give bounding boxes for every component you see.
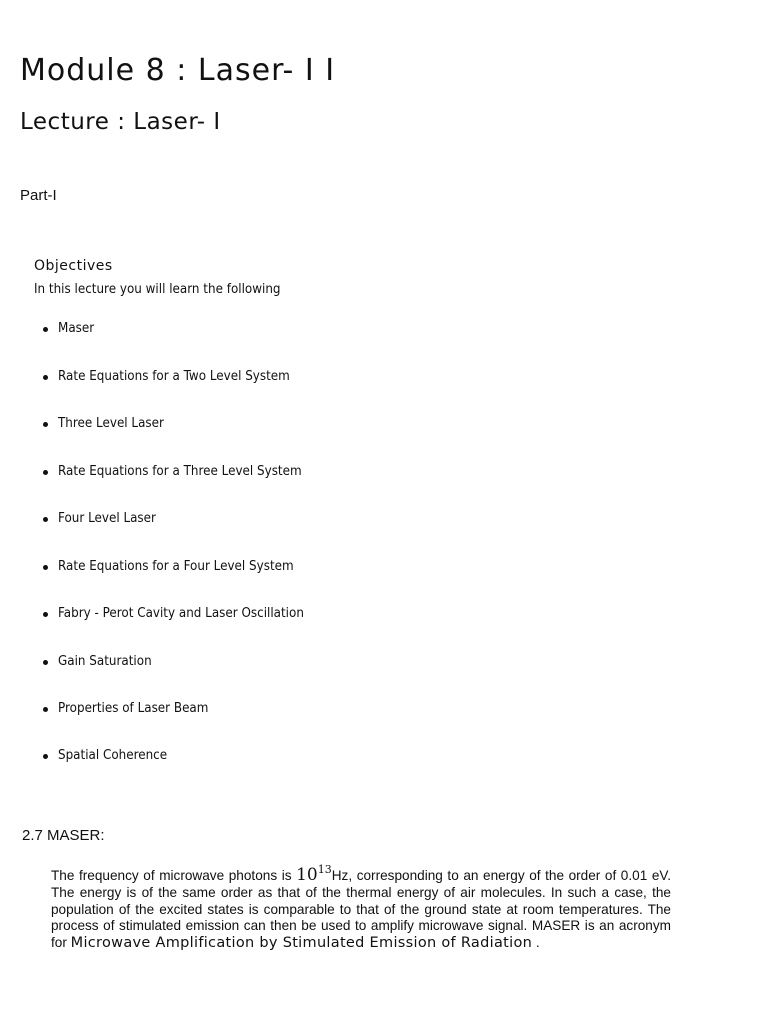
- objective-text: Gain Saturation: [58, 654, 152, 669]
- frequency-exponent: 13: [317, 863, 332, 876]
- list-item: [43, 462, 463, 482]
- lecture-title: Lecture : Laser- I: [20, 109, 221, 135]
- objective-text: Maser: [58, 321, 95, 336]
- bullet-icon: [43, 375, 48, 380]
- objective-text: Three Level Laser: [58, 416, 164, 431]
- bullet-icon: [43, 517, 48, 522]
- paragraph-body: Hz, corresponding to an energy of the order of 0.01 eV. The energy is of the same order as that of the thermal energy of air molecules. In such a case, the population of the excited states is comparable to that of the ground state at room temperatures. The process of stimulated emission can then be used to amplify microwave signal. MASER is an acronym for: [51, 868, 671, 951]
- list-item: [43, 367, 463, 387]
- list-item: [43, 557, 463, 577]
- bullet-icon: [43, 707, 48, 712]
- objective-text: Spatial Coherence: [58, 748, 168, 763]
- list-item: [43, 699, 463, 719]
- bullet-icon: [43, 754, 48, 759]
- acronym-expansion: Microwave Amplification by Stimulated Emission of Radiation: [70, 935, 533, 952]
- objective-text: Rate Equations for a Four Level System: [58, 559, 294, 574]
- list-item: [43, 319, 463, 339]
- list-item: [43, 652, 463, 672]
- objective-text: Rate Equations for a Two Level System: [58, 369, 290, 384]
- bullet-icon: [43, 470, 48, 475]
- bullet-icon: [43, 660, 48, 665]
- list-item: [43, 509, 463, 529]
- maser-paragraph: [51, 862, 671, 952]
- objective-text: Four Level Laser: [58, 511, 156, 526]
- module-title: Module 8 : Laser- I I: [20, 53, 336, 88]
- part-label: Part-I: [20, 187, 57, 204]
- bullet-icon: [43, 612, 48, 617]
- objective-text: Rate Equations for a Three Level System: [58, 464, 302, 479]
- list-item: [43, 746, 463, 766]
- paragraph-ending: .: [532, 935, 540, 951]
- bullet-icon: [43, 327, 48, 332]
- frequency-base: 10: [296, 865, 318, 885]
- objective-text: Properties of Laser Beam: [58, 701, 209, 716]
- section-heading: 2.7 MASER:: [22, 827, 105, 844]
- bullet-icon: [43, 422, 48, 427]
- objective-text: Fabry - Perot Cavity and Laser Oscillation: [58, 606, 304, 621]
- objectives-heading: Objectives: [34, 258, 113, 274]
- bullet-icon: [43, 565, 48, 570]
- objectives-intro: In this lecture you will learn the following: [34, 282, 281, 297]
- list-item: [43, 414, 463, 434]
- list-item: [43, 604, 463, 624]
- paragraph-lead: The frequency of microwave photons is: [51, 868, 297, 883]
